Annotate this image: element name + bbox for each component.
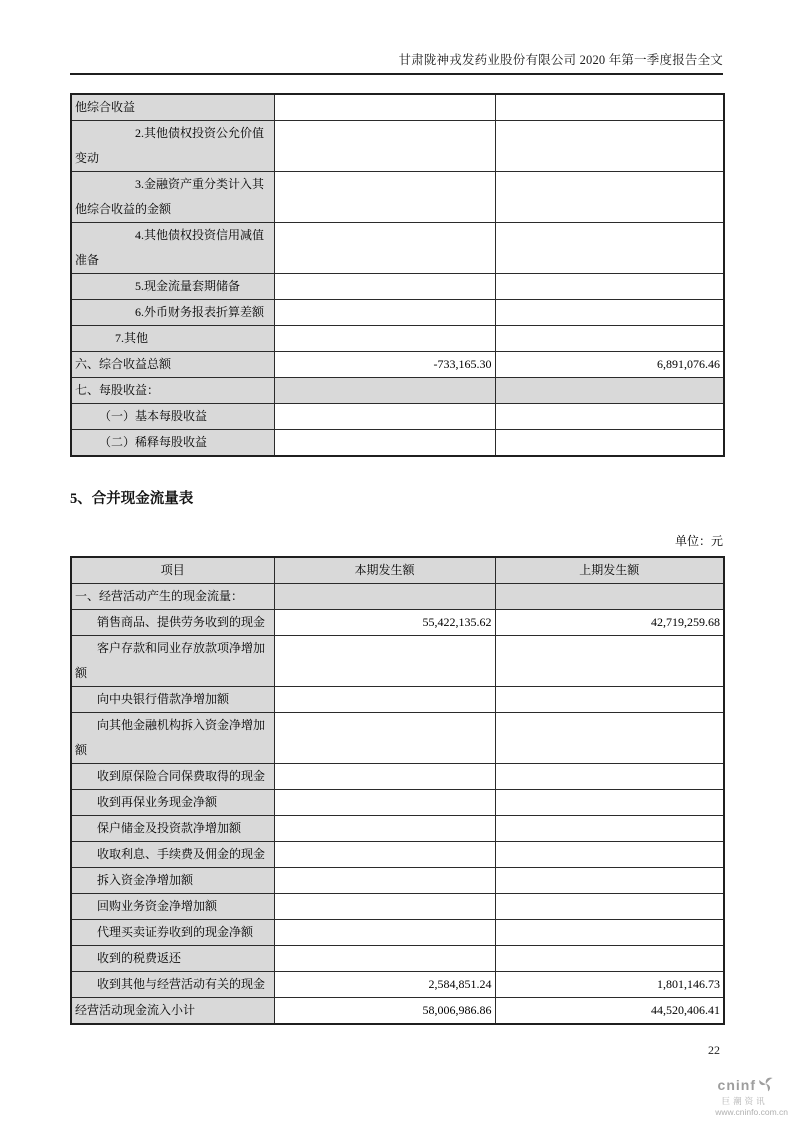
row-label-cell: 4.其他债权投资信用减值准备 bbox=[71, 223, 274, 274]
prior-value-cell bbox=[495, 172, 724, 223]
prior-value-cell bbox=[495, 404, 724, 430]
row-label-cell: 七、每股收益： bbox=[71, 378, 274, 404]
current-value-cell: 2,584,851.24 bbox=[274, 972, 495, 998]
column-header-current: 本期发生额 bbox=[274, 557, 495, 584]
table-row bbox=[71, 868, 724, 894]
row-label-cell: 收取利息、手续费及佣金的现金 bbox=[71, 842, 274, 868]
prior-value-cell bbox=[495, 223, 724, 274]
table-row bbox=[71, 404, 724, 430]
current-value-cell bbox=[274, 764, 495, 790]
prior-value-cell bbox=[495, 687, 724, 713]
row-label-cell: （一）基本每股收益 bbox=[71, 404, 274, 430]
current-value-cell: 55,422,135.62 bbox=[274, 610, 495, 636]
row-label-cell: （二）稀释每股收益 bbox=[71, 430, 274, 457]
comprehensive-income-table bbox=[70, 93, 725, 457]
current-value-cell bbox=[274, 326, 495, 352]
prior-value-cell bbox=[495, 636, 724, 687]
table-row bbox=[71, 430, 724, 457]
table-row bbox=[71, 946, 724, 972]
table-row bbox=[71, 274, 724, 300]
row-label-cell: 他综合收益 bbox=[71, 94, 274, 121]
row-label-cell: 2.其他债权投资公允价值变动 bbox=[71, 121, 274, 172]
table-row bbox=[71, 223, 724, 274]
document-header-title: 甘肃陇神戎发药业股份有限公司 2020 年第一季度报告全文 bbox=[398, 53, 723, 67]
current-value-cell bbox=[274, 121, 495, 172]
current-value-cell bbox=[274, 274, 495, 300]
table-row bbox=[71, 920, 724, 946]
prior-value-cell bbox=[495, 790, 724, 816]
prior-value-cell bbox=[495, 300, 724, 326]
current-value-cell: -733,165.30 bbox=[274, 352, 495, 378]
table-row bbox=[71, 94, 724, 121]
table-row bbox=[71, 584, 724, 610]
section-title-cash-flow: 5、合并现金流量表 bbox=[70, 491, 194, 507]
row-label-cell: 六、综合收益总额 bbox=[71, 352, 274, 378]
prior-value-cell bbox=[495, 920, 724, 946]
cninfo-pinwheel-icon bbox=[758, 1076, 774, 1097]
table-row bbox=[71, 378, 724, 404]
current-value-cell bbox=[274, 430, 495, 457]
table-row bbox=[71, 998, 724, 1025]
column-header-prior: 上期发生额 bbox=[495, 557, 724, 584]
row-label-cell: 向其他金融机构拆入资金净增加额 bbox=[71, 713, 274, 764]
prior-value-cell bbox=[495, 94, 724, 121]
prior-value-cell bbox=[495, 274, 724, 300]
row-label-cell: 保户储金及投资款净增加额 bbox=[71, 816, 274, 842]
prior-value-cell: 1,801,146.73 bbox=[495, 972, 724, 998]
current-value-cell bbox=[274, 378, 495, 404]
row-label-cell: 向中央银行借款净增加额 bbox=[71, 687, 274, 713]
current-value-cell bbox=[274, 223, 495, 274]
table-row bbox=[71, 894, 724, 920]
current-value-cell bbox=[274, 842, 495, 868]
current-value-cell bbox=[274, 300, 495, 326]
row-label-cell: 收到原保险合同保费取得的现金 bbox=[71, 764, 274, 790]
table-row bbox=[71, 121, 724, 172]
current-value-cell bbox=[274, 713, 495, 764]
prior-value-cell bbox=[495, 584, 724, 610]
row-label-cell: 代理买卖证券收到的现金净额 bbox=[71, 920, 274, 946]
table-row bbox=[71, 713, 724, 764]
cninfo-logo-top bbox=[715, 1076, 788, 1097]
table-row bbox=[71, 610, 724, 636]
table-row bbox=[71, 172, 724, 223]
row-label-cell: 一、经营活动产生的现金流量： bbox=[71, 584, 274, 610]
current-value-cell bbox=[274, 816, 495, 842]
cninfo-brand-text: cninf bbox=[717, 1077, 756, 1094]
prior-value-cell bbox=[495, 378, 724, 404]
table-row bbox=[71, 790, 724, 816]
table-row bbox=[71, 300, 724, 326]
current-value-cell bbox=[274, 920, 495, 946]
row-label-cell: 3.金融资产重分类计入其他综合收益的金额 bbox=[71, 172, 274, 223]
prior-value-cell bbox=[495, 326, 724, 352]
table-row bbox=[71, 352, 724, 378]
row-label-cell: 收到的税费返还 bbox=[71, 946, 274, 972]
row-label-cell: 5.现金流量套期储备 bbox=[71, 274, 274, 300]
prior-value-cell bbox=[495, 842, 724, 868]
table-header-row bbox=[71, 557, 724, 584]
current-value-cell bbox=[274, 404, 495, 430]
table-row bbox=[71, 972, 724, 998]
row-label-cell: 拆入资金净增加额 bbox=[71, 868, 274, 894]
row-label-cell: 6.外币财务报表折算差额 bbox=[71, 300, 274, 326]
prior-value-cell bbox=[495, 764, 724, 790]
prior-value-cell bbox=[495, 868, 724, 894]
row-label-cell: 收到其他与经营活动有关的现金 bbox=[71, 972, 274, 998]
prior-value-cell bbox=[495, 946, 724, 972]
column-header-item: 项目 bbox=[71, 557, 274, 584]
header-divider bbox=[70, 73, 723, 75]
row-label-cell: 销售商品、提供劳务收到的现金 bbox=[71, 610, 274, 636]
prior-value-cell bbox=[495, 121, 724, 172]
prior-value-cell bbox=[495, 894, 724, 920]
prior-value-cell: 6,891,076.46 bbox=[495, 352, 724, 378]
current-value-cell bbox=[274, 790, 495, 816]
row-label-cell: 收到再保业务现金净额 bbox=[71, 790, 274, 816]
current-value-cell bbox=[274, 894, 495, 920]
row-label-cell: 7.其他 bbox=[71, 326, 274, 352]
cash-flow-table bbox=[70, 556, 725, 1025]
table-row bbox=[71, 816, 724, 842]
current-value-cell bbox=[274, 687, 495, 713]
table-row bbox=[71, 326, 724, 352]
table-row bbox=[71, 636, 724, 687]
current-value-cell bbox=[274, 868, 495, 894]
table-row bbox=[71, 842, 724, 868]
cninfo-logo bbox=[715, 1076, 788, 1117]
current-value-cell bbox=[274, 946, 495, 972]
prior-value-cell: 42,719,259.68 bbox=[495, 610, 724, 636]
current-value-cell bbox=[274, 94, 495, 121]
row-label-cell: 经营活动现金流入小计 bbox=[71, 998, 274, 1025]
current-value-cell bbox=[274, 584, 495, 610]
current-value-cell bbox=[274, 636, 495, 687]
cninfo-chinese-name: 巨潮资讯 bbox=[721, 1096, 768, 1107]
current-value-cell bbox=[274, 172, 495, 223]
table-row bbox=[71, 687, 724, 713]
row-label-cell: 回购业务资金净增加额 bbox=[71, 894, 274, 920]
cninfo-url: www.cninfo.com.cn bbox=[715, 1106, 788, 1117]
prior-value-cell bbox=[495, 713, 724, 764]
prior-value-cell: 44,520,406.41 bbox=[495, 998, 724, 1025]
prior-value-cell bbox=[495, 430, 724, 457]
row-label-cell: 客户存款和同业存放款项净增加额 bbox=[71, 636, 274, 687]
prior-value-cell bbox=[495, 816, 724, 842]
current-value-cell: 58,006,986.86 bbox=[274, 998, 495, 1025]
unit-label: 单位：元 bbox=[674, 534, 723, 548]
table-row bbox=[71, 764, 724, 790]
page-number: 22 bbox=[708, 1043, 720, 1057]
